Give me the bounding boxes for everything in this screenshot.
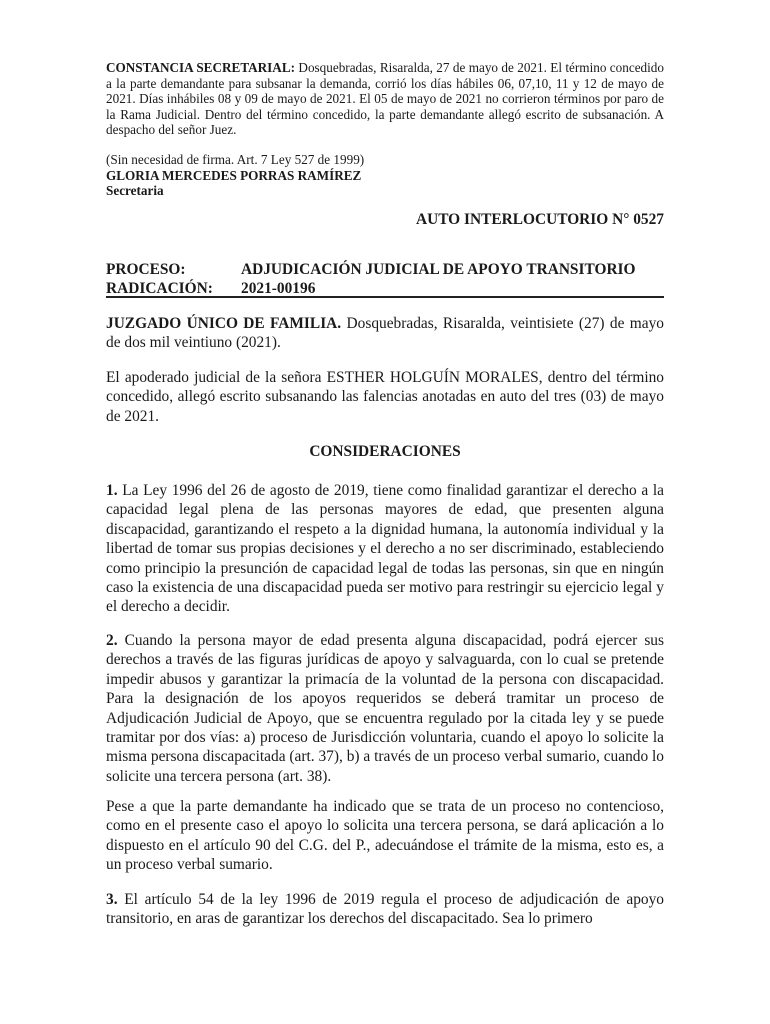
signature-note: (Sin necesidad de firma. Art. 7 Ley 527 de 1999): [106, 152, 365, 167]
paragraph-text: El artículo 54 de la ley 1996 de 2019 regula el proceso de adjudicación de apoyo transitorio, en aras de garantizar los derechos del discapacitado. Sea lo primero: [106, 891, 664, 928]
auto-number: AUTO INTERLOCUTORIO N° 0527: [415, 211, 664, 228]
paragraph-number: 3.: [106, 891, 118, 908]
paragraph-2: [106, 631, 664, 786]
proceso-label: PROCESO:: [106, 261, 186, 278]
radicacion-value: 2021-00196: [241, 280, 316, 298]
signer-role: Secretaria: [106, 183, 164, 199]
paragraph-4: [106, 890, 664, 929]
paragraph-number: 1.: [106, 482, 118, 499]
paragraph-text: La Ley 1996 del 26 de agosto de 2019, tiene como finalidad garantizar el derecho a la capacidad legal plena de las personas mayores de edad, que presenten alguna discapacidad, garantizando el respeto a la dignidad humana, la autonomía individual y la libertad de tomar sus propias decisiones y el derecho a no ser discriminado, estableciendo como principio la presunción de capacidad legal de todas las personas, sin que en ningún caso la existencia de una discapacidad pueda ser motivo para restringir su ejercicio legal y el derecho a decidir.: [106, 482, 664, 616]
paragraph-3: [106, 797, 664, 875]
signature-block: [106, 152, 664, 199]
proceso-value: ADJUDICACIÓN JUDICIAL DE APOYO TRANSITORIO: [241, 261, 636, 278]
juzgado-text: Dosquebradas, Risaralda, veintisiete (27) de mayo de dos mil veintiuno (2021).: [106, 315, 664, 352]
juzgado-label: JUZGADO ÚNICO DE FAMILIA.: [106, 315, 342, 332]
paragraph-1: [106, 481, 664, 617]
radicacion-label: RADICACIÓN:: [106, 280, 213, 298]
paragraph-number: 2.: [106, 632, 118, 649]
constancia-secretarial: [106, 60, 664, 138]
proceso-row: [106, 260, 664, 279]
intro-paragraph: El apoderado judicial de la señora ESTHER HOLGUÍN MORALES, dentro del término concedido, allegó escrito subsanando las falencias anotadas en auto del tres (03) de mayo de 2021.: [106, 369, 664, 425]
paragraph-text: Cuando la persona mayor de edad presenta alguna discapacidad, podrá ejercer sus derechos a través de las figuras jurídicas de apoyo y salvaguarda, con lo cual se pretende impedir abusos y garantizar la primacía de la voluntad de la persona con discapacidad. Para la designación de los apoyos requeridos se deberá tramitar un proceso de Adjudicación Judicial de Apoyo, que se encuentra regulado por la citada ley y se puede tramitar por dos vías: a) proceso de Jurisdicción voluntaria, cuando el apoyo lo solicite la misma persona discapacitada (art. 37), b) a través de un proceso verbal sumario, cuando lo solicite una tercera persona (art. 38).: [106, 632, 664, 785]
considerations-heading: CONSIDERACIONES: [309, 443, 461, 460]
case-header: [106, 260, 664, 299]
constancia-text: Dosquebradas, Risaralda, 27 de mayo de 2021. El término concedido a la parte demandante para subsanar la demanda, corrió los días hábiles 06, 07,10, 11 y 12 de mayo de 2021. Días inhábiles 08 y 09 de mayo de 2021. El 05 de mayo de 2021 no corrieron términos por paro de la Rama Judicial. Dentro del término concedido, la parte demandante allegó escrito de subsanación. A despacho del señor Juez.: [106, 60, 664, 138]
paragraph-text: Pese a que la parte demandante ha indicado que se trata de un proceso no contencioso, como en el presente caso el apoyo lo solicita una tercera persona, se dará aplicación a lo dispuesto en el artículo 90 del C.G. del P., adecuándose el trámite de la misma, esto es, a un proceso verbal sumario.: [106, 798, 664, 874]
juzgado-paragraph: [106, 314, 664, 353]
constancia-label: CONSTANCIA SECRETARIAL:: [106, 60, 296, 75]
signer-name: GLORIA MERCEDES PORRAS RAMÍREZ: [106, 167, 362, 183]
header-rule: [106, 296, 664, 298]
